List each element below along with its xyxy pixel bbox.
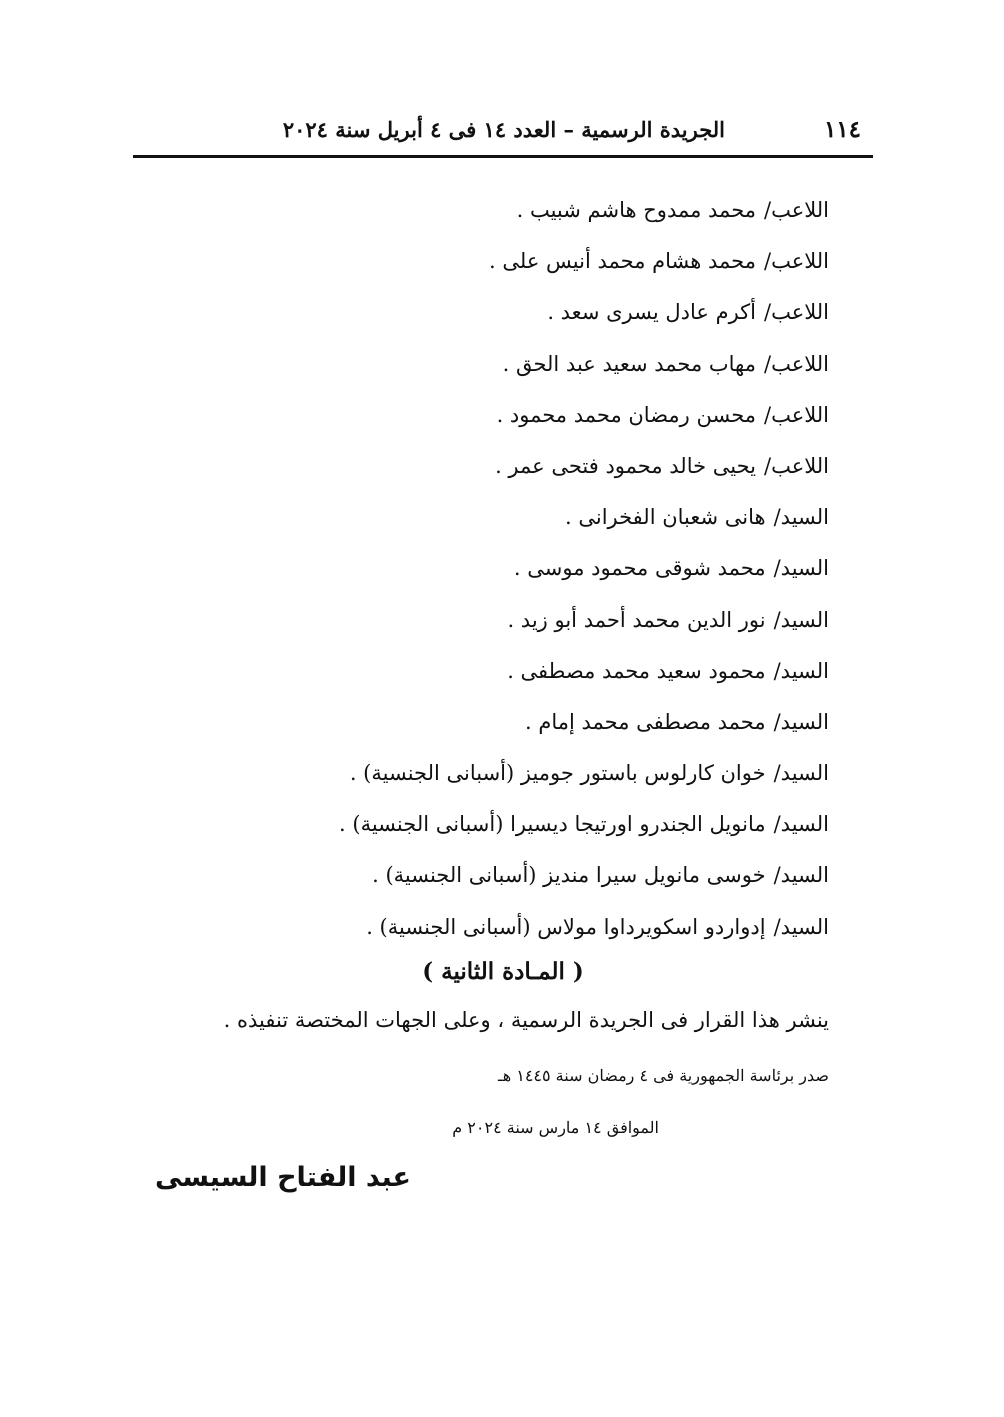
list-item <box>189 595 829 646</box>
list-item <box>189 543 829 594</box>
person-name: مانويل الجندرو اورتيجا ديسيرا (أسبانى الجنسية) . <box>339 812 766 837</box>
person-title: السيد/ <box>773 556 829 581</box>
person-title: السيد/ <box>773 505 829 530</box>
person-name: محمد ممدوح هاشم شبيب . <box>516 198 756 222</box>
list-item <box>189 492 829 543</box>
person-name: محسن رمضان محمد محمود . <box>496 402 756 427</box>
page-number: ١١٤ <box>823 116 861 143</box>
person-name: خوان كارلوس باستور جوميز (أسبانى الجنسية) . <box>349 761 766 786</box>
person-name: نور الدين محمد أحمد أبو زيد . <box>507 607 766 632</box>
list-item <box>189 902 829 953</box>
person-title: السيد/ <box>773 658 829 683</box>
list-item <box>189 697 829 748</box>
person-title: السيد/ <box>773 607 829 632</box>
person-title: السيد/ <box>773 863 829 888</box>
list-item <box>189 339 829 390</box>
person-name: أكرم عادل يسرى سعد . <box>547 300 756 325</box>
issue-date-gregorian: الموافق ١٤ مارس سنة ٢٠٢٤ م <box>452 1118 659 1137</box>
list-item <box>189 799 829 850</box>
list-item <box>189 441 829 492</box>
issue-date-hijri: صدر برئاسة الجمهورية فى ٤ رمضان سنة ١٤٤٥ هـ <box>498 1066 829 1085</box>
person-name: يحيى خالد محمود فتحى عمر . <box>495 453 756 478</box>
page-header <box>133 112 873 148</box>
list-item <box>189 850 829 901</box>
signature: عبد الفتاح السيسى <box>155 1162 411 1193</box>
list-item <box>189 390 829 441</box>
list-item <box>189 185 829 236</box>
list-item <box>189 646 829 697</box>
person-title: اللاعب/ <box>764 402 829 427</box>
person-name: محمود سعيد محمد مصطفى . <box>507 658 766 683</box>
person-title: اللاعب/ <box>764 300 829 325</box>
person-title: السيد/ <box>773 709 829 734</box>
gazette-title: الجريدة الرسمية – العدد ١٤ فى ٤ أبريل سنة ٢٠٢٤ <box>282 117 725 142</box>
person-name: هانى شعبان الفخرانى . <box>565 505 766 530</box>
person-title: اللاعب/ <box>764 351 829 376</box>
person-title: اللاعب/ <box>764 249 829 274</box>
person-title: اللاعب/ <box>764 198 829 222</box>
person-name: محمد مصطفى محمد إمام . <box>524 709 766 734</box>
person-title: السيد/ <box>773 761 829 786</box>
person-name: محمد هشام محمد أنيس على . <box>489 249 756 274</box>
list-item <box>189 287 829 338</box>
person-name: مهاب محمد سعيد عبد الحق . <box>502 351 756 376</box>
person-title: اللاعب/ <box>764 453 829 478</box>
person-name: محمد شوقى محمود موسى . <box>513 556 766 581</box>
person-title: السيد/ <box>773 914 829 939</box>
list-item <box>189 748 829 799</box>
list-item <box>189 236 829 287</box>
names-list <box>189 185 829 953</box>
header-divider <box>133 155 873 158</box>
article-heading: ( المـادة الثانية ) <box>422 958 584 985</box>
person-name: خوسى مانويل سيرا منديز (أسبانى الجنسية) . <box>372 863 766 888</box>
person-name: إدواردو اسكويرداوا مولاس (أسبانى الجنسية) . <box>366 914 766 939</box>
person-title: السيد/ <box>773 812 829 837</box>
article-text: ينشر هذا القرار فى الجريدة الرسمية ، وعلى الجهات المختصة تنفيذه . <box>223 1008 829 1032</box>
